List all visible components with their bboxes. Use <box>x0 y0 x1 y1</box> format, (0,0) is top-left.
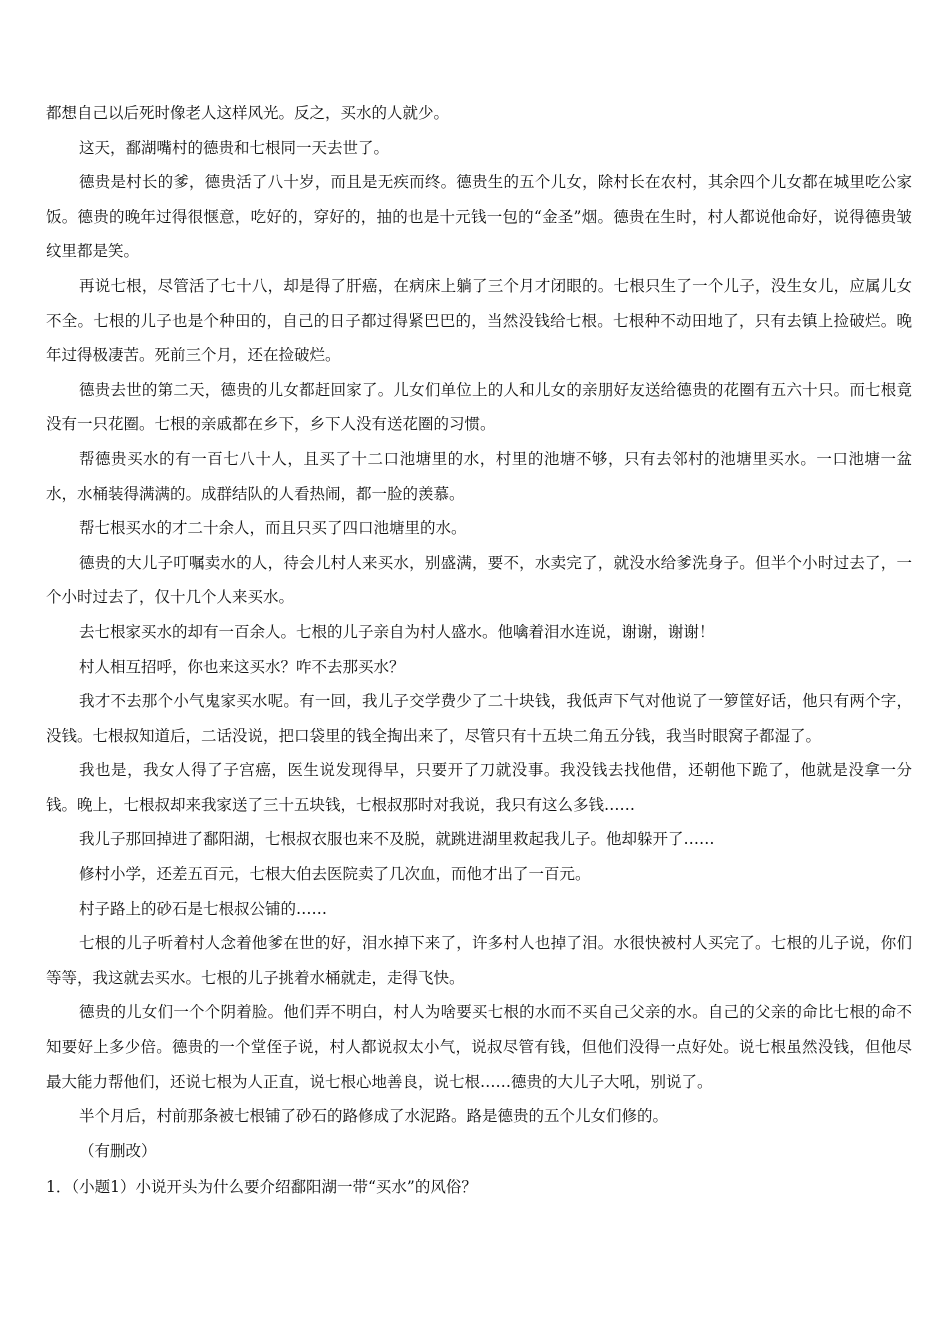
paragraph: 再说七根，尽管活了七十八，却是得了肝癌，在病床上躺了三个月才闭眼的。七根只生了一个儿子，没生女儿，应属儿女不全。七根的儿子也是个种田的，自己的日子都过得紧巴巴的，当然没钱给七根。七根种不动田地了，只有去镇上捡破烂。晚年过得极凄苦。死前三个月，还在捡破烂。 <box>46 276 912 365</box>
paragraph: 我儿子那回掉进了鄱阳湖，七根叔衣服也来不及脱，就跳进湖里救起我儿子。他却躲开了…… <box>79 830 715 849</box>
paragraph: 我才不去那个小气鬼家买水呢。有一回，我儿子交学费少了二十块钱，我低声下气对他说了一箩筐好话，他只有两个字，没钱。七根叔知道后，二话没说，把口袋里的钱全掏出来了，尽管只有十五块二角五分钱，我当时眼窝子都湿了。 <box>46 692 912 745</box>
paragraph: 这天，鄱湖嘴村的德贵和七根同一天去世了。 <box>79 138 390 157</box>
paragraph: 村人相互招呼，你也来这买水？咋不去那买水？ <box>79 657 405 676</box>
paragraph: 村子路上的砂石是七根叔公铺的…… <box>79 899 328 918</box>
question-1: 1．（小题1）小说开头为什么要介绍鄱阳湖一带“买水”的风俗？ <box>46 1178 477 1197</box>
source-note: （有删改） <box>79 1141 157 1160</box>
paragraph: 帮七根买水的才二十余人，而且只买了四口池塘里的水。 <box>79 519 467 538</box>
paragraph: 七根的儿子听着村人念着他爹在世的好，泪水掉下来了，许多村人也掉了泪。水很快被村人买完了。七根的儿子说，你们等等，我这就去买水。七根的儿子挑着水桶就走，走得飞快。 <box>46 934 912 987</box>
paragraph: 去七根家买水的却有一百余人。七根的儿子亲自为村人盛水。他噙着泪水连说，谢谢，谢谢！ <box>79 622 715 641</box>
paragraph: 德贵是村长的爹，德贵活了八十岁，而且是无疾而终。德贵生的五个儿女，除村长在农村，其余四个儿女都在城里吃公家饭。德贵的晚年过得很惬意，吃好的，穿好的，抽的也是十元钱一包的“金圣”烟。德贵在生时，村人都说他命好，说得德贵皱纹里都是笑。 <box>46 173 912 261</box>
paragraph: 我也是，我女人得了子宫癌，医生说发现得早，只要开了刀就没事。我没钱去找他借，还朝他下跪了，他就是没拿一分钱。晚上，七根叔却来我家送了三十五块钱，七根叔那时对我说，我只有这么多钱…… <box>46 761 912 814</box>
paragraph: 德贵的儿女们一个个阴着脸。他们弄不明白，村人为啥要买七根的水而不买自己父亲的水。自己的父亲的命比七根的命不知要好上多少倍。德贵的一个堂侄子说，村人都说叔太小气，说叔尽管有钱，但他们没得一点好处。说七根虽然没钱，但他尽最大能力帮他们，还说七根为人正直，说七根心地善良，说七根……德贵的大儿子大吼，别说了。 <box>46 1003 912 1091</box>
paragraph: 都想自己以后死时像老人这样风光。反之，买水的人就少。 <box>46 104 450 122</box>
paragraph: 半个月后，村前那条被七根铺了砂石的路修成了水泥路。路是德贵的五个儿女们修的。 <box>79 1107 669 1126</box>
paragraph: 修村小学，还差五百元，七根大伯去医院卖了几次血，而他才出了一百元。 <box>79 865 591 884</box>
paragraph: 德贵去世的第二天，德贵的儿女都赶回家了。儿女们单位上的人和儿女的亲朋好友送给德贵的花圈有五六十只。而七根竟没有一只花圈。七根的亲戚都在乡下，乡下人没有送花圈的习惯。 <box>46 380 912 434</box>
article-body <box>46 96 912 1205</box>
paragraph: 德贵的大儿子叮嘱卖水的人，待会儿村人来买水，别盛满，要不，水卖完了，就没水给爹洗身子。但半个小时过去了，一个小时过去了，仅十几个人来买水。 <box>46 553 912 607</box>
paragraph: 帮德贵买水的有一百七八十人，且买了十二口池塘里的水，村里的池塘不够，只有去邻村的池塘里买水。一口池塘一盆水，水桶装得满满的。成群结队的人看热闹，都一脸的羡慕。 <box>46 449 912 503</box>
